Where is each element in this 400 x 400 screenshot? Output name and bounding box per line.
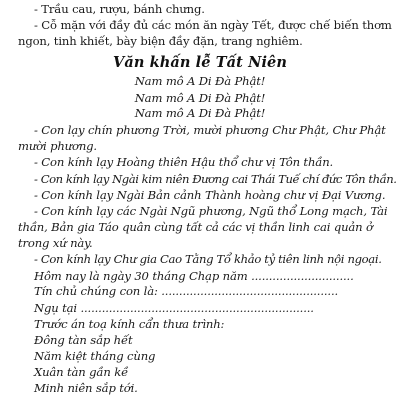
prayer-line: Năm kiệt tháng cùng [34, 349, 156, 363]
prayer-line: Minh niên sắp tới. [34, 381, 138, 395]
prayer-line: - Con kính lạy Ngài kim niên Đương cai Thái Tuế chí đức Tôn thần. [34, 172, 397, 186]
invocation-line: Nam mô A Di Đà Phật! [134, 74, 266, 88]
prayer-line: Trước án toạ kính cẩn thưa trình: [34, 317, 225, 331]
prayer-line: Hôm nay là ngày 30 tháng Chạp năm ............................. [34, 269, 354, 283]
intro-line: - Cỗ mặn với đầy đủ các món ăn ngày Tết, được chế biến thơm [34, 18, 392, 32]
prayer-line: - Con kính lạy Ngài Bản cảnh Thành hoàng chư vị Đại Vương. [34, 188, 386, 202]
invocation-line: Nam mô A Di Đà Phật! [134, 106, 266, 120]
intro-line: - Trầu cau, rượu, bánh chưng. [34, 2, 205, 16]
prayer-line: Xuân tàn gần kề [34, 365, 129, 379]
invocation-line: Nam mô A Di Đà Phật! [134, 91, 266, 105]
prayer-line: - Con kính lạy Chư gia Cao Tằng Tổ khảo tỷ tiên linh nội ngoại. [34, 252, 382, 266]
document-title: Văn khấn lễ Tất Niên [112, 54, 288, 71]
prayer-line: trong xứ này. [18, 236, 93, 250]
prayer-line: - Con kính lạy Hoàng thiên Hậu thổ chư vị Tôn thần. [34, 155, 334, 169]
intro-line: ngon, tinh khiết, bày biện đầy đặn, trang nghiêm. [18, 34, 303, 48]
prayer-line: thần, Bản gia Táo quân cùng tất cả các vị thần linh cai quản ở [18, 220, 373, 234]
prayer-line: mười phương. [18, 139, 97, 153]
prayer-line: Tín chủ chúng con là: .................................................. [34, 284, 339, 298]
prayer-line: Ngụ tại .................................................................. [34, 301, 314, 315]
prayer-line: Đông tàn sắp hết [34, 333, 133, 347]
prayer-line: - Con kính lạy các Ngài Ngũ phương, Ngũ thổ Long mạch, Tài [34, 204, 388, 218]
prayer-line: - Con lạy chín phương Trời, mười phương Chư Phật, Chư Phật [34, 123, 386, 137]
